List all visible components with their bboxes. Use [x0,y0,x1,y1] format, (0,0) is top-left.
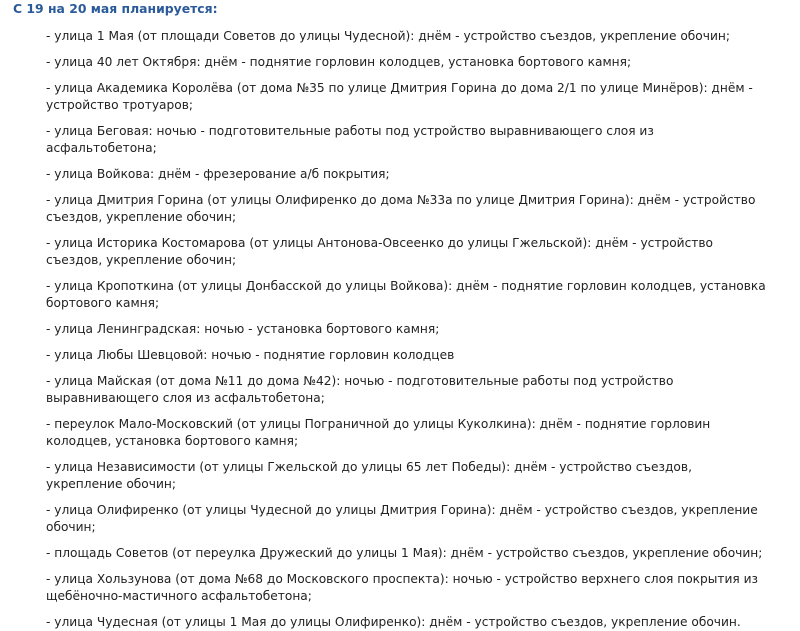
list-item: - улица Независимости (от улицы Гжельской до улицы 65 лет Победы): днём - устройство съездов, укрепление обочин; [46,460,692,491]
list-item: - переулок Мало-Московский (от улицы Пограничной до улицы Куколкина): днём - поднятие горловин колодцев, установка бортового камня; [46,417,711,448]
list-item: - улица Кропоткина (от улицы Донбасской до улицы Войкова): днём - поднятие горловин колодцев, установка бортового камня; [46,279,766,310]
list-item: - улица Академика Королёва (от дома №35 по улице Дмитрия Горина до дома 2/1 по улице Минёров): днём - устройство тротуаров; [46,81,753,112]
section-heading: С 19 на 20 мая планируется: [13,1,218,16]
list-item: - улица 40 лет Октября: днём - поднятие горловин колодцев, установка бортового камня; [46,55,632,69]
list-item: - улица Историка Костомарова (от улицы Антонова-Овсеенко до улицы Гжельской): днём - устройство съездов, укрепление обочин; [46,236,714,267]
works-list [13,28,800,631]
list-item: - улица Ленинградская: ночью - установка бортового камня; [46,322,440,336]
list-item: - улица Беговая: ночью - подготовительные работы под устройство выравнивающего слоя из асфальтобетона; [46,124,654,155]
list-item: - улица Хользунова (от дома №68 до Московского проспекта): ночью - устройство верхнего слоя покрытия из щебёночно-мастичного асфальтобетона; [46,572,758,603]
list-item: - улица Любы Шевцовой: ночью - поднятие горловин колодцев [46,348,455,362]
list-item: - улица Дмитрия Горина (от улицы Олифиренко до дома №33а по улице Дмитрия Горина): днём - устройство съездов, укрепление обочин; [46,193,756,224]
list-item: - улица Чудесная (от улицы 1 Мая до улицы Олифиренко): днём - устройство съездов, укрепление обочин. [46,615,741,629]
list-item: - улица 1 Мая (от площади Советов до улицы Чудесной): днём - устройство съездов, укрепление обочин; [46,29,730,43]
list-item: - площадь Советов (от переулка Дружеский до улицы 1 Мая): днём - устройство съездов, укрепление обочин; [46,546,763,560]
list-item: - улица Войкова: днём - фрезерование а/б покрытия; [46,167,390,181]
list-item: - улица Олифиренко (от улицы Чудесной до улицы Дмитрия Горина): днём - устройство съездов, укрепление обочин; [46,503,758,534]
list-item: - улица Майская (от дома №11 до дома №42): ночью - подготовительные работы под устройство выравнивающего слоя из асфальтобетона; [46,374,674,405]
